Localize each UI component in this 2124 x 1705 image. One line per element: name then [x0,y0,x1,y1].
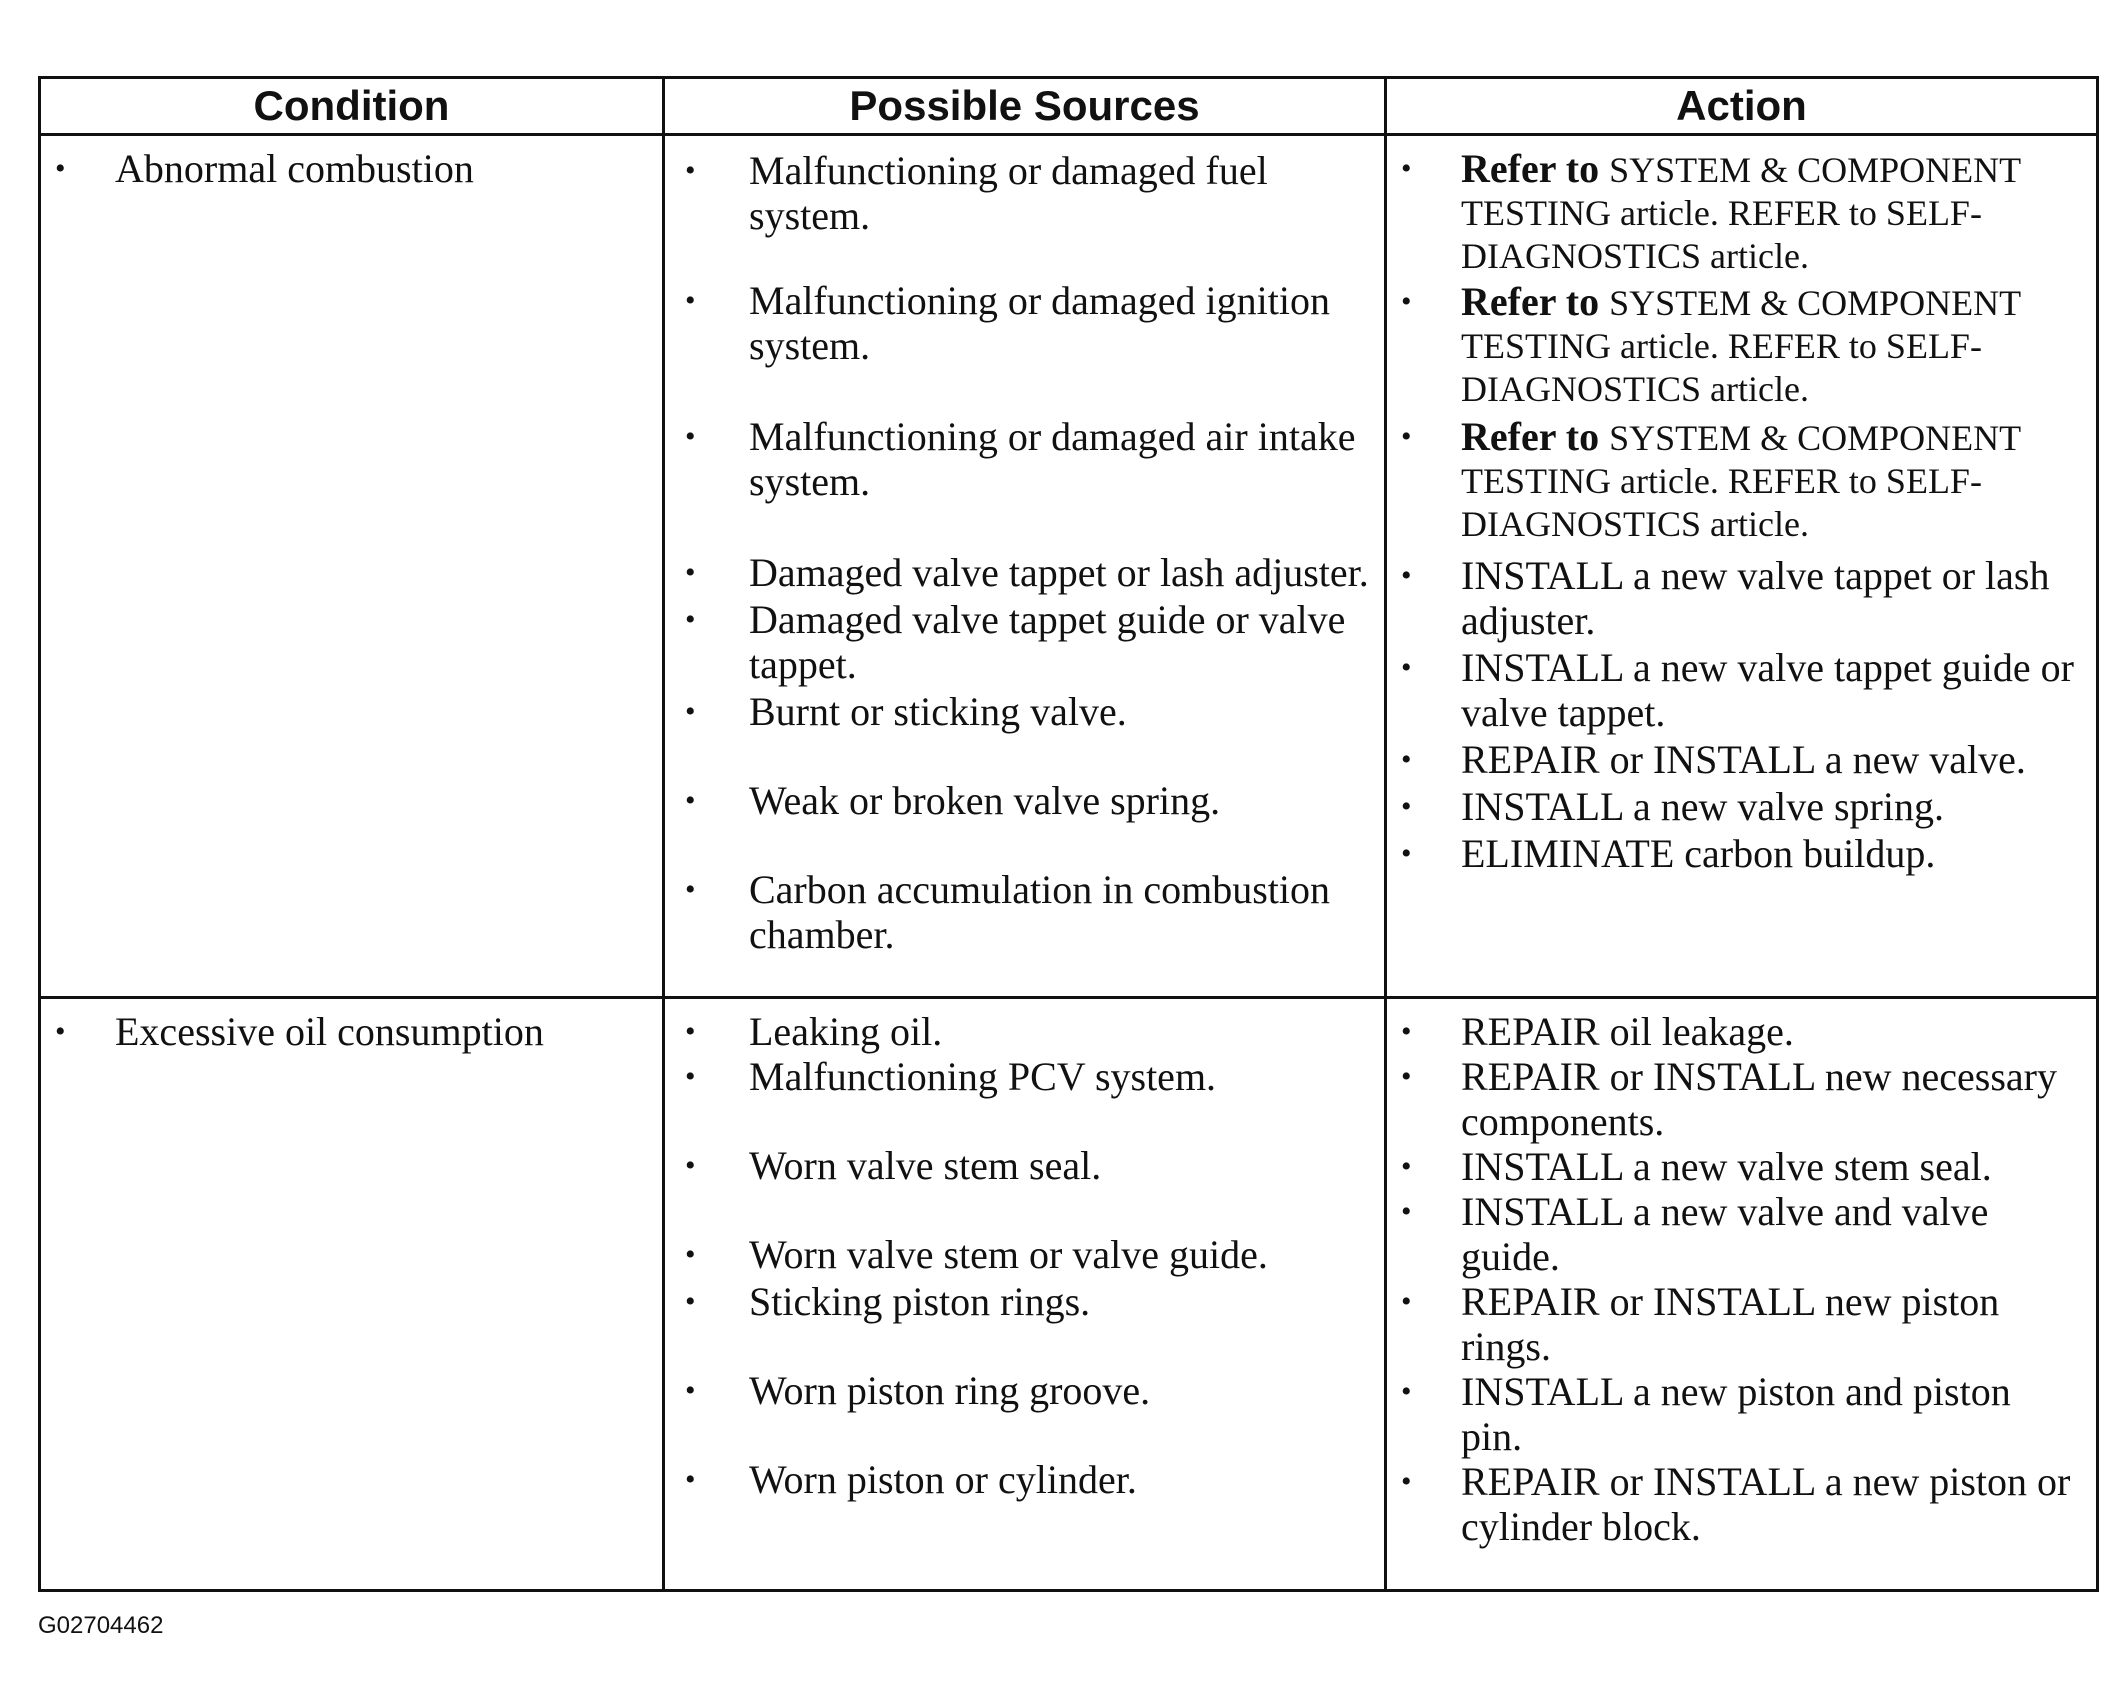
source-text: Malfunctioning or damaged fuel system. [749,148,1268,238]
source-text: Leaking oil. [749,1009,943,1054]
bullet-icon: • [685,1463,696,1496]
source-item [665,1143,1384,1188]
source-text: Burnt or sticking valve. [749,689,1127,734]
bullet-icon: • [685,154,696,187]
bullet-icon: • [685,695,696,728]
action-item [1387,737,2096,782]
source-item [665,1457,1384,1502]
bullet-icon: • [685,284,696,317]
action-text: REPAIR or INSTALL new necessary components. [1461,1054,2057,1144]
source-text: Worn piston or cylinder. [749,1457,1137,1502]
bullet-icon: • [685,1149,696,1182]
action-text: SYSTEM & COMPONENT TESTING article. REFER to SELF-DIAGNOSTICS article. [1461,150,2021,276]
action-text: SYSTEM & COMPONENT TESTING article. REFER to SELF-DIAGNOSTICS article. [1461,283,2021,409]
bullet-icon: • [1401,1015,1412,1048]
condition-text: Excessive oil consumption [115,1009,544,1054]
condition-item [41,999,662,1054]
action-text: SYSTEM & COMPONENT TESTING article. REFER to SELF-DIAGNOSTICS article. [1461,418,2021,544]
action-text: REPAIR or INSTALL a new valve. [1461,737,2026,782]
action-item [1387,645,2096,735]
source-text: Sticking piston rings. [749,1279,1091,1324]
bullet-icon: • [55,152,66,185]
action-text: INSTALL a new valve and valve guide. [1461,1189,1989,1279]
condition-item [41,136,662,191]
action-item [1387,416,2096,545]
source-text: Malfunctioning or damaged air intake system. [749,414,1356,504]
sources-cell [664,135,1386,998]
bullet-icon: • [55,1015,66,1048]
diagnosis-table [38,76,2099,1592]
bullet-icon: • [1401,1465,1412,1498]
action-item [1387,831,2096,876]
action-text: INSTALL a new valve tappet or lash adjuster. [1461,553,2050,643]
bullet-icon: • [1401,1375,1412,1408]
source-text: Worn piston ring groove. [749,1368,1151,1413]
table-row [40,998,2098,1591]
action-text: REPAIR oil leakage. [1461,1009,1794,1054]
action-text: ELIMINATE carbon buildup. [1461,831,1936,876]
figure-id: G02704462 [38,1612,164,1639]
bullet-icon: • [1401,790,1412,823]
source-item [665,278,1384,368]
source-text: Malfunctioning PCV system. [749,1054,1217,1099]
action-item [1387,1189,2096,1279]
action-lead: Refer to [1461,146,1600,191]
source-text: Damaged valve tappet guide or valve tappet. [749,597,1346,687]
bullet-icon: • [685,1060,696,1093]
action-item [1387,148,2096,277]
source-item [665,148,1384,238]
action-item [1387,553,2096,643]
action-text: REPAIR or INSTALL a new piston or cylinder block. [1461,1459,2071,1549]
bullet-icon: • [1401,420,1412,453]
condition-cell [40,998,664,1591]
action-item [1387,1369,2096,1459]
source-item [665,1368,1384,1413]
actions-cell [1386,998,2098,1591]
action-item [1387,1054,2096,1144]
bullet-icon: • [1401,1150,1412,1183]
source-text: Damaged valve tappet or lash adjuster. [749,550,1369,595]
action-text: INSTALL a new piston and piston pin. [1461,1369,2011,1459]
source-item [665,1279,1384,1324]
header-action: Action [1386,78,2098,135]
bullet-icon: • [685,1015,696,1048]
bullet-icon: • [1401,651,1412,684]
source-text: Worn valve stem seal. [749,1143,1102,1188]
source-item [665,1009,1384,1054]
header-row [40,78,2098,135]
source-item [665,778,1384,823]
bullet-icon: • [685,1238,696,1271]
bullet-icon: • [1401,1195,1412,1228]
bullet-icon: • [685,784,696,817]
table-row [40,135,2098,998]
action-lead: Refer to [1461,414,1600,459]
bullet-icon: • [685,603,696,636]
source-item [665,1232,1384,1277]
action-item [1387,1459,2096,1549]
action-item [1387,1144,2096,1189]
action-text: REPAIR or INSTALL new piston rings. [1461,1279,2000,1369]
source-item [665,689,1384,734]
bullet-icon: • [685,1285,696,1318]
action-text: INSTALL a new valve stem seal. [1461,1144,1992,1189]
source-item [665,1054,1384,1099]
bullet-icon: • [1401,285,1412,318]
source-text: Worn valve stem or valve guide. [749,1232,1268,1277]
bullet-icon: • [1401,559,1412,592]
source-item [665,414,1384,504]
bullet-icon: • [685,420,696,453]
source-item [665,597,1384,687]
bullet-icon: • [1401,1060,1412,1093]
bullet-icon: • [1401,1285,1412,1318]
source-item [665,867,1384,957]
source-text: Weak or broken valve spring. [749,778,1221,823]
header-condition: Condition [40,78,664,135]
action-text: INSTALL a new valve spring. [1461,784,1944,829]
source-text: Malfunctioning or damaged ignition system. [749,278,1330,368]
bullet-icon: • [1401,837,1412,870]
condition-text: Abnormal combustion [115,146,474,191]
bullet-icon: • [685,873,696,906]
action-item [1387,784,2096,829]
bullet-icon: • [685,1374,696,1407]
header-possible-sources: Possible Sources [664,78,1386,135]
action-lead: Refer to [1461,279,1600,324]
actions-cell [1386,135,2098,998]
bullet-icon: • [1401,152,1412,185]
action-item [1387,1279,2096,1369]
action-item [1387,281,2096,410]
bullet-icon: • [685,556,696,589]
source-item [665,550,1384,595]
sources-cell [664,998,1386,1591]
source-text: Carbon accumulation in combustion chamber. [749,867,1330,957]
action-item [1387,1009,2096,1054]
bullet-icon: • [1401,743,1412,776]
condition-cell [40,135,664,998]
action-text: INSTALL a new valve tappet guide or valve tappet. [1461,645,2074,735]
